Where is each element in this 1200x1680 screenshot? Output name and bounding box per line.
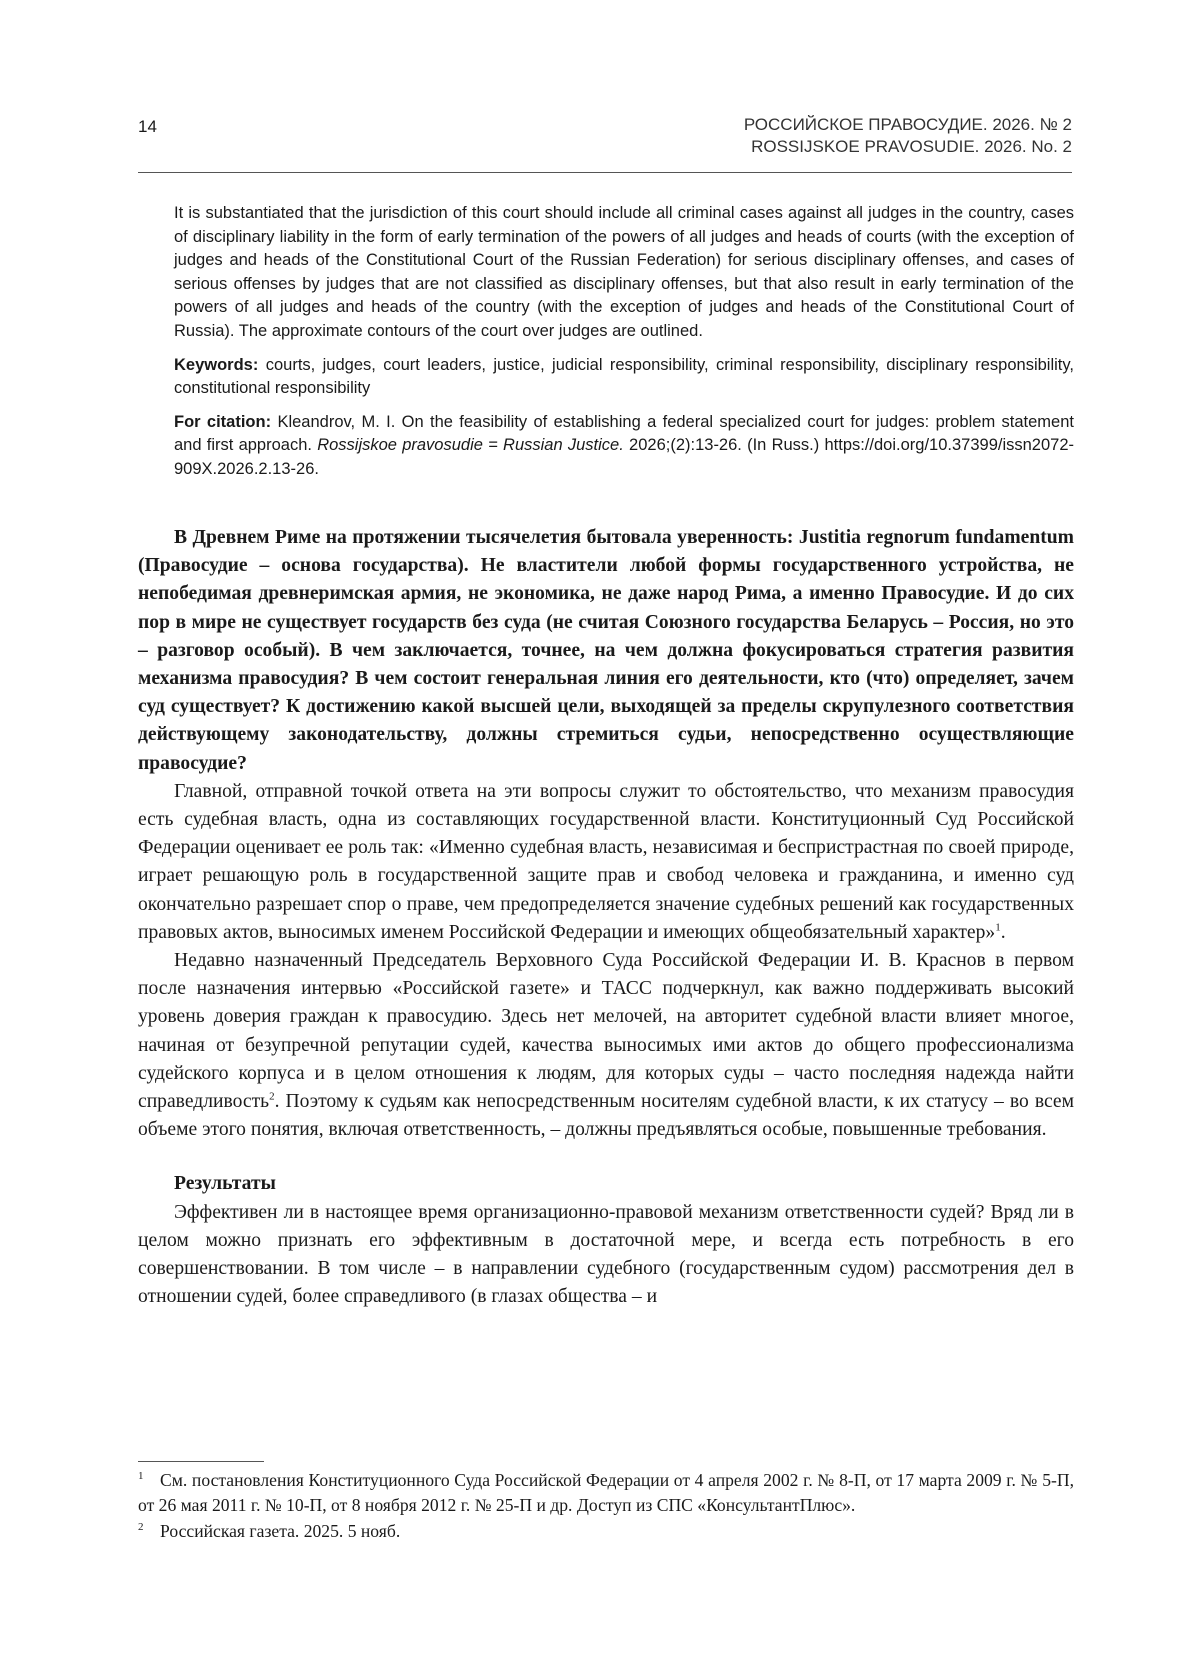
journal-title-en: ROSSIJSKOE PRAVOSUDIE. 2026. No. 2: [751, 137, 1072, 156]
lead-paragraph: В Древнем Риме на протяжении тысячелетия бытовала уверенность: Justitia regnorum fundamentum (Правосудие – основа государства). Не властители любой формы государственного устройства, не непобедимая древнеримская армия, не экономика, не даже народ Рима, а именно Правосудие. И до сих пор в мире не существует государств без суда (не считая Союзного государства Беларусь – Россия, но это – разговор особый). В чем заключается, точнее, на чем должна фокусироваться стратегия развития механизма правосудия? В чем состоит генеральная линия его деятельности, кто (что) определяет, зачем суд существует? К достижению какой высшей цели, выходящей за пределы скрупулезного соответствия действующему законодательству, должны стремиться судьи, непосредственно осуществляющие правосудие?: [138, 527, 1074, 774]
header-rule: [138, 172, 1072, 173]
citation-paragraph: [174, 411, 1074, 482]
footnote-2-text: Российская газета. 2025. 5 нояб.: [160, 1520, 401, 1541]
footnote-ref-1[interactable]: 1: [995, 921, 1001, 934]
citation-tail: 2026;(2):13-26. (In Russ.) https://doi.org/10.37399/issn2072-909X.2026.2.13-26.: [174, 436, 1074, 478]
body-paragraph-1-end: .: [1000, 921, 1006, 943]
body-paragraph-2: [138, 947, 1074, 1144]
footnote-rule: [138, 1461, 264, 1462]
abstract-text: It is substantiated that the jurisdiction of this court should include all criminal cases against all judges in the country, cases of disciplinary liability in the form of early termination of the powers of all judges and heads of courts (with the exception of judges and heads of the Constitutional Court of the Russian Federation) for serious disciplinary offenses, and cases of serious offenses by judges that are not classified as disciplinary offenses, but that also result in early termination of the powers of all judges and heads of the country (with the exception of judges and heads of the Constitutional Court of Russia). The approximate contours of the court over judges are outlined.: [174, 204, 1074, 340]
journal-title-ru: РОССИЙСКОЕ ПРАВОСУДИЕ. 2026. № 2: [743, 115, 1072, 134]
footnote-ref-2[interactable]: 2: [269, 1090, 275, 1103]
body-paragraph-3: Эффективен ли в настоящее время организационно-правовой механизм ответственности судей? Вряд ли в целом можно признать его эффективным в достаточной мере, и всегда есть потребность в его совершенствовании. В том числе – в направлении судебного (государственным судом) рассмотрения дел в отношении судей, более справедливого (в глазах общества – и: [138, 1201, 1074, 1308]
footnote-2-mark: 2: [138, 1520, 144, 1533]
keywords-label: Keywords:: [174, 355, 259, 374]
footnote-2: [138, 1519, 1074, 1544]
keywords-paragraph: [174, 354, 1074, 401]
running-head: [744, 114, 1072, 158]
article-body: [138, 524, 1074, 1311]
citation-text: Kleandrov, M. I. On the feasibility of establishing a federal specialized court for judges: problem statement and first approach.: [174, 412, 1074, 455]
page-number: 14: [138, 117, 157, 136]
footnotes: [138, 1468, 1074, 1544]
body-paragraph-2-tail: . Поэтому к судьям как непосредственным носителям судебной власти, к их статусу – во всем объеме этого понятия, включая ответственность, – должны предъявляться особые, повышенные требования.: [138, 1091, 1074, 1141]
footnote-1-text: См. постановления Конституционного Суда Российской Федерации от 4 апреля 2002 г. № 8-П, от 17 марта 2009 г. № 5-П, от 26 мая 2011 г. № 10-П, от 8 ноября 2012 г. № 25-П и др. Доступ из СПС «КонсультантПлюс».: [138, 1470, 1074, 1516]
footnote-1-mark: 1: [138, 1470, 144, 1482]
abstract-block: [174, 202, 1074, 492]
footnote-1: [138, 1468, 1074, 1519]
citation-journal: Rossijskoe pravosudie = Russian Justice.: [317, 436, 624, 455]
body-paragraph-1-text: Главной, отправной точкой ответа на эти вопросы служит то обстоятельство, что механизм правосудия есть судебная власть, одна из составляющих государственной власти. Конституционный Суд Российской Федерации оценивает ее роль так: «Именно судебная власть, независимая и беспристрастная по своей природе, играет решающую роль в государственной защите прав и свобод человека и гражданина, и именно суд окончательно разрешает спор о праве, чем предопределяется значение судебных решений как государственных правовых актов, выносимых именем Российской Федерации и имеющих общеобязательный характер»: [138, 780, 1074, 943]
section-title-results: Результаты: [174, 1173, 276, 1195]
keywords-list: courts, judges, court leaders, justice, judicial responsibility, criminal responsibility, disciplinary responsibility, constitutional responsibility: [174, 355, 1074, 398]
body-paragraph-1: [138, 778, 1074, 947]
citation-label: For citation:: [174, 412, 272, 431]
body-paragraph-2-text: Недавно назначенный Председатель Верховного Суда Российской Федерации И. В. Краснов в первом после назначения интервью «Российской газете» и ТАСС подчеркнул, как важно поддерживать высокий уровень доверия граждан к правосудию. Здесь нет мелочей, на авторитет судебной власти влияет многое, начиная от безупречной репутации судей, качества выносимых ими актов до общего профессионализма судейского корпуса и в целом отношения к людям, для которых суды – часто последняя надежда найти справедливость: [138, 950, 1074, 1113]
